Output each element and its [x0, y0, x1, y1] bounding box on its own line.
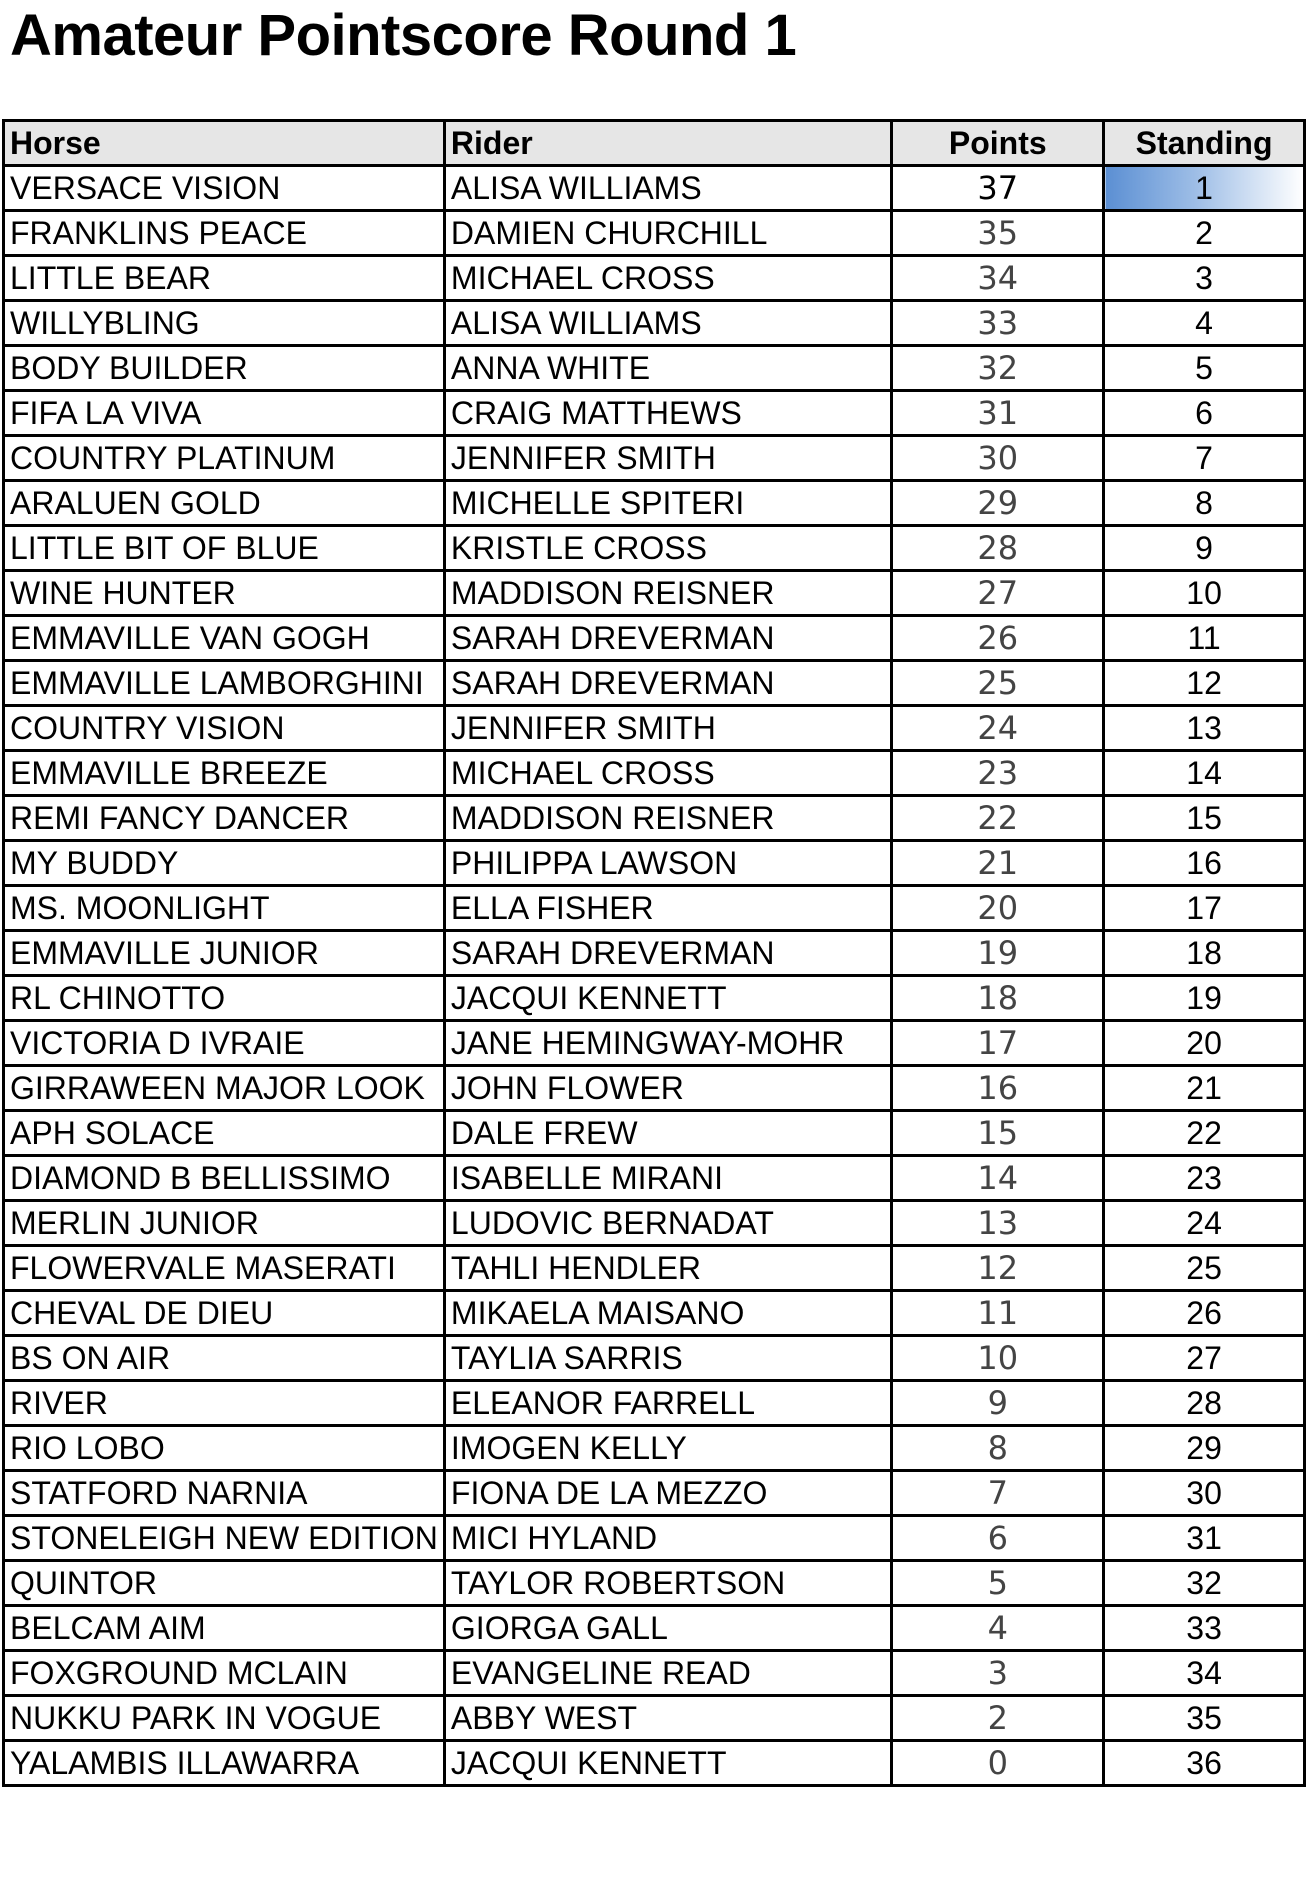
- horse-cell: EMMAVILLE VAN GOGH: [4, 616, 445, 661]
- points-cell: 37: [892, 166, 1104, 211]
- table-row: [4, 1516, 1305, 1561]
- standing-cell: 35: [1104, 1696, 1305, 1741]
- points-cell: 25: [892, 661, 1104, 706]
- table-row: [4, 481, 1305, 526]
- horse-cell: FRANKLINS PEACE: [4, 211, 445, 256]
- horse-cell: BS ON AIR: [4, 1336, 445, 1381]
- standing-cell: 11: [1104, 616, 1305, 661]
- horse-cell: ARALUEN GOLD: [4, 481, 445, 526]
- horse-cell: RIO LOBO: [4, 1426, 445, 1471]
- standing-column-header: Standing: [1104, 121, 1305, 166]
- rider-cell: ALISA WILLIAMS: [444, 166, 891, 211]
- table-row: [4, 571, 1305, 616]
- points-cell: 5: [892, 1561, 1104, 1606]
- table-row: [4, 1111, 1305, 1156]
- table-row: [4, 751, 1305, 796]
- rider-cell: MADDISON REISNER: [444, 571, 891, 616]
- standing-cell: 18: [1104, 931, 1305, 976]
- table-row: [4, 211, 1305, 256]
- table-row: [4, 616, 1305, 661]
- horse-cell: YALAMBIS ILLAWARRA: [4, 1741, 445, 1786]
- table-row: [4, 1381, 1305, 1426]
- rider-cell: DAMIEN CHURCHILL: [444, 211, 891, 256]
- table-row: [4, 1021, 1305, 1066]
- standing-cell: 28: [1104, 1381, 1305, 1426]
- table-row: [4, 436, 1305, 481]
- table-row: [4, 346, 1305, 391]
- points-cell: 14: [892, 1156, 1104, 1201]
- standing-cell: 3: [1104, 256, 1305, 301]
- table-row: [4, 256, 1305, 301]
- rider-cell: TAYLOR ROBERTSON: [444, 1561, 891, 1606]
- standing-cell: 30: [1104, 1471, 1305, 1516]
- points-cell: 7: [892, 1471, 1104, 1516]
- rider-cell: ANNA WHITE: [444, 346, 891, 391]
- rider-cell: ELEANOR FARRELL: [444, 1381, 891, 1426]
- rider-cell: MICI HYLAND: [444, 1516, 891, 1561]
- rider-cell: ABBY WEST: [444, 1696, 891, 1741]
- standing-cell: 22: [1104, 1111, 1305, 1156]
- results-table: [2, 119, 1306, 1787]
- horse-cell: LITTLE BEAR: [4, 256, 445, 301]
- rider-cell: MICHAEL CROSS: [444, 751, 891, 796]
- standing-cell: 10: [1104, 571, 1305, 616]
- points-cell: 33: [892, 301, 1104, 346]
- table-row: [4, 661, 1305, 706]
- points-cell: 22: [892, 796, 1104, 841]
- standing-cell: 5: [1104, 346, 1305, 391]
- rider-cell: PHILIPPA LAWSON: [444, 841, 891, 886]
- standing-cell: 14: [1104, 751, 1305, 796]
- standing-cell: 36: [1104, 1741, 1305, 1786]
- standing-cell: 17: [1104, 886, 1305, 931]
- points-cell: 9: [892, 1381, 1104, 1426]
- standing-cell: 9: [1104, 526, 1305, 571]
- points-cell: 30: [892, 436, 1104, 481]
- rider-cell: JACQUI KENNETT: [444, 976, 891, 1021]
- standing-cell: 21: [1104, 1066, 1305, 1111]
- rider-cell: JENNIFER SMITH: [444, 436, 891, 481]
- horse-cell: EMMAVILLE JUNIOR: [4, 931, 445, 976]
- standing-cell: 1: [1104, 166, 1305, 211]
- points-cell: 17: [892, 1021, 1104, 1066]
- rider-cell: CRAIG MATTHEWS: [444, 391, 891, 436]
- horse-cell: STATFORD NARNIA: [4, 1471, 445, 1516]
- horse-cell: EMMAVILLE BREEZE: [4, 751, 445, 796]
- table-row: [4, 1246, 1305, 1291]
- horse-cell: VICTORIA D IVRAIE: [4, 1021, 445, 1066]
- standing-cell: 27: [1104, 1336, 1305, 1381]
- points-cell: 13: [892, 1201, 1104, 1246]
- standing-cell: 19: [1104, 976, 1305, 1021]
- table-row: [4, 1471, 1305, 1516]
- table-row: [4, 1561, 1305, 1606]
- table-row: [4, 976, 1305, 1021]
- rider-cell: JENNIFER SMITH: [444, 706, 891, 751]
- points-cell: 18: [892, 976, 1104, 1021]
- page-title: Amateur Pointscore Round 1: [10, 3, 797, 68]
- standing-cell: 25: [1104, 1246, 1305, 1291]
- rider-cell: TAHLI HENDLER: [444, 1246, 891, 1291]
- points-column-header: Points: [892, 121, 1104, 166]
- table-row: [4, 526, 1305, 571]
- horse-cell: WILLYBLING: [4, 301, 445, 346]
- horse-cell: FOXGROUND MCLAIN: [4, 1651, 445, 1696]
- table-row: [4, 1156, 1305, 1201]
- points-cell: 6: [892, 1516, 1104, 1561]
- points-cell: 11: [892, 1291, 1104, 1336]
- points-cell: 12: [892, 1246, 1104, 1291]
- points-cell: 8: [892, 1426, 1104, 1471]
- rider-cell: ALISA WILLIAMS: [444, 301, 891, 346]
- standing-cell: 4: [1104, 301, 1305, 346]
- horse-cell: CHEVAL DE DIEU: [4, 1291, 445, 1336]
- standing-cell: 2: [1104, 211, 1305, 256]
- standing-cell: 34: [1104, 1651, 1305, 1696]
- rider-cell: TAYLIA SARRIS: [444, 1336, 891, 1381]
- standing-cell: 23: [1104, 1156, 1305, 1201]
- standing-cell: 20: [1104, 1021, 1305, 1066]
- standing-cell: 15: [1104, 796, 1305, 841]
- table-row: [4, 166, 1305, 211]
- points-cell: 28: [892, 526, 1104, 571]
- points-cell: 19: [892, 931, 1104, 976]
- table-row: [4, 1426, 1305, 1471]
- rider-cell: KRISTLE CROSS: [444, 526, 891, 571]
- rider-cell: FIONA DE LA MEZZO: [444, 1471, 891, 1516]
- table-row: [4, 1066, 1305, 1111]
- header-row: [4, 121, 1305, 166]
- horse-cell: WINE HUNTER: [4, 571, 445, 616]
- horse-cell: GIRRAWEEN MAJOR LOOK: [4, 1066, 445, 1111]
- rider-cell: MICHAEL CROSS: [444, 256, 891, 301]
- standing-cell: 31: [1104, 1516, 1305, 1561]
- table-row: [4, 1741, 1305, 1786]
- points-cell: 20: [892, 886, 1104, 931]
- rider-cell: MADDISON REISNER: [444, 796, 891, 841]
- standing-cell: 33: [1104, 1606, 1305, 1651]
- points-cell: 24: [892, 706, 1104, 751]
- points-cell: 35: [892, 211, 1104, 256]
- horse-cell: BODY BUILDER: [4, 346, 445, 391]
- points-cell: 27: [892, 571, 1104, 616]
- standing-cell: 32: [1104, 1561, 1305, 1606]
- table-row: [4, 841, 1305, 886]
- horse-cell: REMI FANCY DANCER: [4, 796, 445, 841]
- rider-cell: ELLA FISHER: [444, 886, 891, 931]
- table-row: [4, 1696, 1305, 1741]
- horse-cell: STONELEIGH NEW EDITION: [4, 1516, 445, 1561]
- points-cell: 32: [892, 346, 1104, 391]
- horse-cell: RL CHINOTTO: [4, 976, 445, 1021]
- standing-cell: 7: [1104, 436, 1305, 481]
- horse-cell: FIFA LA VIVA: [4, 391, 445, 436]
- points-cell: 0: [892, 1741, 1104, 1786]
- standing-cell: 24: [1104, 1201, 1305, 1246]
- standing-cell: 26: [1104, 1291, 1305, 1336]
- table-row: [4, 796, 1305, 841]
- table-row: [4, 391, 1305, 436]
- table-row: [4, 706, 1305, 751]
- horse-cell: MY BUDDY: [4, 841, 445, 886]
- rider-cell: SARAH DREVERMAN: [444, 661, 891, 706]
- rider-cell: MICHELLE SPITERI: [444, 481, 891, 526]
- horse-cell: NUKKU PARK IN VOGUE: [4, 1696, 445, 1741]
- horse-cell: VERSACE VISION: [4, 166, 445, 211]
- standing-cell: 29: [1104, 1426, 1305, 1471]
- table-row: [4, 886, 1305, 931]
- points-cell: 31: [892, 391, 1104, 436]
- table-row: [4, 1201, 1305, 1246]
- horse-cell: DIAMOND B BELLISSIMO: [4, 1156, 445, 1201]
- horse-cell: EMMAVILLE LAMBORGHINI: [4, 661, 445, 706]
- points-cell: 2: [892, 1696, 1104, 1741]
- standing-cell: 6: [1104, 391, 1305, 436]
- horse-cell: RIVER: [4, 1381, 445, 1426]
- rider-cell: GIORGA GALL: [444, 1606, 891, 1651]
- horse-cell: QUINTOR: [4, 1561, 445, 1606]
- points-cell: 21: [892, 841, 1104, 886]
- rider-cell: ISABELLE MIRANI: [444, 1156, 891, 1201]
- standing-cell: 16: [1104, 841, 1305, 886]
- horse-cell: APH SOLACE: [4, 1111, 445, 1156]
- rider-column-header: Rider: [444, 121, 891, 166]
- points-cell: 26: [892, 616, 1104, 661]
- points-cell: 3: [892, 1651, 1104, 1696]
- horse-cell: BELCAM AIM: [4, 1606, 445, 1651]
- horse-cell: FLOWERVALE MASERATI: [4, 1246, 445, 1291]
- results-body: [4, 166, 1305, 1786]
- horse-column-header: Horse: [4, 121, 445, 166]
- horse-cell: LITTLE BIT OF BLUE: [4, 526, 445, 571]
- standing-cell: 12: [1104, 661, 1305, 706]
- points-cell: 15: [892, 1111, 1104, 1156]
- horse-cell: MS. MOONLIGHT: [4, 886, 445, 931]
- rider-cell: EVANGELINE READ: [444, 1651, 891, 1696]
- rider-cell: MIKAELA MAISANO: [444, 1291, 891, 1336]
- points-cell: 4: [892, 1606, 1104, 1651]
- points-cell: 29: [892, 481, 1104, 526]
- horse-cell: COUNTRY PLATINUM: [4, 436, 445, 481]
- table-row: [4, 1606, 1305, 1651]
- rider-cell: JANE HEMINGWAY-MOHR: [444, 1021, 891, 1066]
- points-cell: 10: [892, 1336, 1104, 1381]
- rider-cell: JOHN FLOWER: [444, 1066, 891, 1111]
- table-row: [4, 301, 1305, 346]
- rider-cell: SARAH DREVERMAN: [444, 931, 891, 976]
- horse-cell: COUNTRY VISION: [4, 706, 445, 751]
- points-cell: 16: [892, 1066, 1104, 1111]
- standing-cell: 8: [1104, 481, 1305, 526]
- rider-cell: DALE FREW: [444, 1111, 891, 1156]
- standing-cell: 13: [1104, 706, 1305, 751]
- table-row: [4, 1651, 1305, 1696]
- table-row: [4, 931, 1305, 976]
- horse-cell: MERLIN JUNIOR: [4, 1201, 445, 1246]
- table-row: [4, 1291, 1305, 1336]
- rider-cell: SARAH DREVERMAN: [444, 616, 891, 661]
- rider-cell: LUDOVIC BERNADAT: [444, 1201, 891, 1246]
- table-row: [4, 1336, 1305, 1381]
- rider-cell: JACQUI KENNETT: [444, 1741, 891, 1786]
- points-cell: 23: [892, 751, 1104, 796]
- rider-cell: IMOGEN KELLY: [444, 1426, 891, 1471]
- points-cell: 34: [892, 256, 1104, 301]
